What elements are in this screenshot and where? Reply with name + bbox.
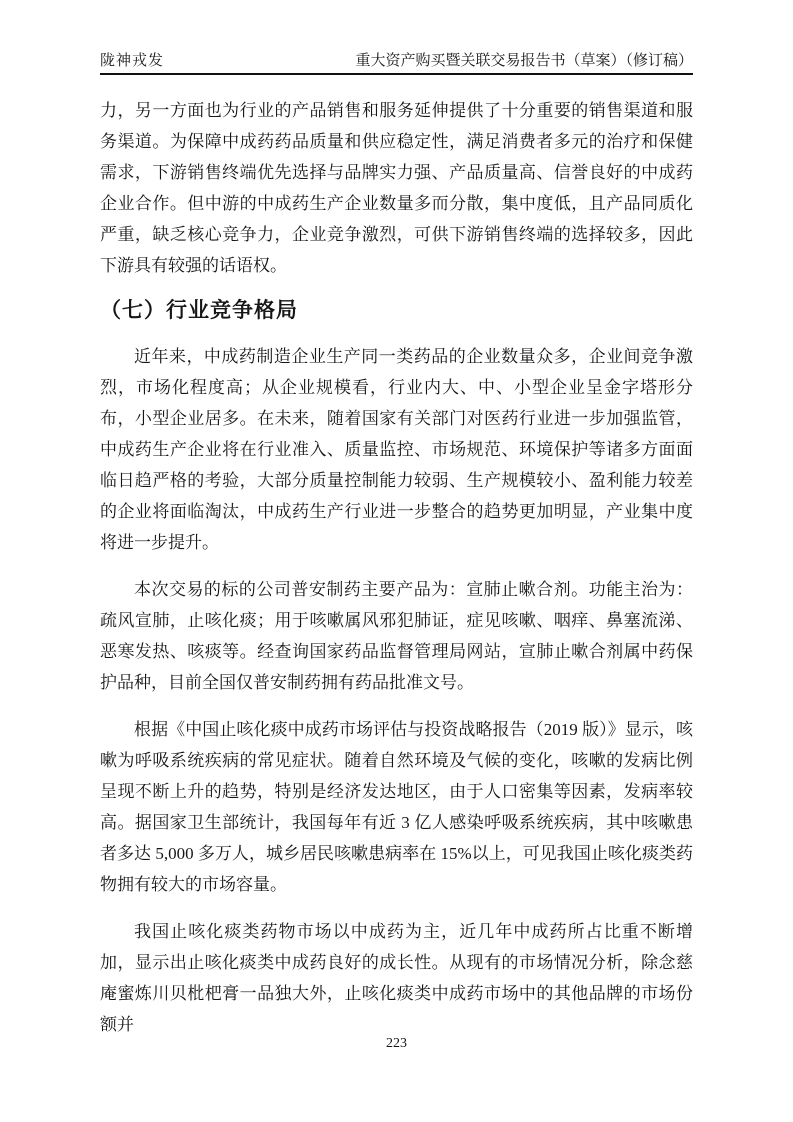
page-header (100, 0, 693, 75)
header-left-title: 陇神戎发 (100, 53, 165, 69)
body-paragraph: 本次交易的标的公司普安制药主要产品为：宣肺止嗽合剂。功能主治为：疏风宣肺，止咳化痰；用于咳嗽属风邪犯肺证，症见咳嗽、咽痒、鼻塞流涕、恶寒发热、咳痰等。经查询国家药品监督管理局网站，宣肺止嗽合剂属中药保护品种，目前全国仅普安制药拥有药品批准文号。 (100, 580, 693, 692)
section-heading: （七）行业竞争格局 (100, 299, 298, 322)
document-body (100, 95, 693, 1040)
page-number: 223 (386, 1036, 407, 1051)
body-paragraph: 根据《中国止咳化痰中成药市场评估与投资战略报告（2019 版）》显示，咳嗽为呼吸系统疾病的常见症状。随着自然环境及气候的变化，咳嗽的发病比例呈现不断上升的趋势，特别是经济发达地区，由于人口密集等因素，发病率较高。据国家卫生部统计，我国每年有近 3 亿人感染呼吸系统疾病，其中咳嗽患者多达 5,000 多万人，城乡居民咳嗽患病率在 15%以上，可见我国止咳化痰类药物拥有较大的市场容量。 (100, 720, 693, 894)
header-right-title: 重大资产购买暨关联交易报告书（草案）（修订稿） (355, 53, 693, 69)
body-paragraph: 近年来，中成药制造企业生产同一类药品的企业数量众多，企业间竞争激烈，市场化程度高；从企业规模看，行业内大、中、小型企业呈金字塔形分布，小型企业居多。在未来，随着国家有关部门对医药行业进一步加强监管，中成药生产企业将在行业准入、质量监控、市场规范、环境保护等诸多方面面临日趋严格的考验，大部分质量控制能力较弱、生产规模较小、盈利能力较差的企业将面临淘汰，中成药生产行业进一步整合的趋势更加明显，产业集中度将进一步提升。 (100, 347, 693, 552)
body-paragraph: 我国止咳化痰类药物市场以中成药为主，近几年中成药所占比重不断增加，显示出止咳化痰类中成药良好的成长性。从现有的市场情况分析，除念慈庵蜜炼川贝枇杷膏一品独大外，止咳化痰类中成药市场中的其他品牌的市场份额并 (100, 922, 693, 1034)
continuation-paragraph: 力，另一方面也为行业的产品销售和服务延伸提供了十分重要的销售渠道和服务渠道。为保障中成药药品质量和供应稳定性，满足消费者多元的治疗和保健需求，下游销售终端优先选择与品牌实力强、产品质量高、信誉良好的中成药企业合作。但中游的中成药生产企业数量多而分散，集中度低，且产品同质化严重，缺乏核心竞争力，企业竞争激烈，可供下游销售终端的选择较多，因此下游具有较强的话语权。 (100, 101, 693, 275)
page-footer (0, 1036, 793, 1052)
